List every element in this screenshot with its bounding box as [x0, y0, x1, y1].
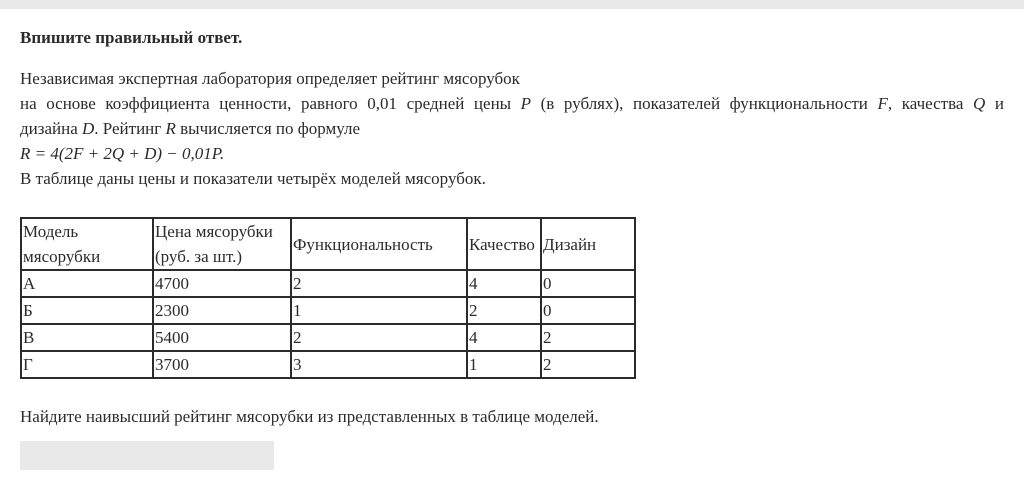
header-functionality: Функциональность — [291, 218, 467, 270]
cell-quality: 4 — [467, 270, 541, 297]
table-row — [21, 270, 635, 297]
header-model-line1: Модель — [23, 222, 79, 241]
table-row — [21, 324, 635, 351]
text-segment: вычисляется по формуле — [175, 119, 361, 138]
text-segment: на основе коэффициента ценности, равного 0,01 средней цены — [20, 94, 521, 113]
header-price-line2: (руб. за шт.) — [155, 247, 243, 266]
text-segment: , качества — [887, 94, 974, 113]
text-segment: (в рублях), показателей функциональности — [531, 94, 878, 113]
text-segment: и — [985, 94, 1004, 113]
cell-price: 3700 — [153, 351, 291, 378]
formula — [20, 141, 1004, 166]
task-content — [20, 26, 1004, 470]
cell-price: 4700 — [153, 270, 291, 297]
header-design: Дизайн — [541, 218, 635, 270]
cell-price: 2300 — [153, 297, 291, 324]
paragraph-coefficients — [20, 91, 1004, 116]
cell-design: 0 — [541, 297, 635, 324]
top-bar — [0, 0, 1024, 9]
task-heading: Впишите правильный ответ. — [20, 28, 243, 47]
variable-p: P — [520, 94, 532, 113]
paragraph-intro: Независимая экспертная лаборатория определяет рейтинг мясорубок — [20, 69, 520, 88]
models-table — [20, 217, 636, 379]
cell-design: 0 — [541, 270, 635, 297]
cell-price: 5400 — [153, 324, 291, 351]
cell-design: 2 — [541, 324, 635, 351]
cell-functionality: 2 — [291, 270, 467, 297]
cell-functionality: 3 — [291, 351, 467, 378]
task-text — [20, 66, 1004, 191]
text-segment: . Рейтинг — [94, 119, 166, 138]
cell-model: А — [21, 270, 153, 297]
variable-d: D — [82, 119, 95, 138]
cell-quality: 4 — [467, 324, 541, 351]
paragraph-design — [20, 116, 1004, 141]
header-quality: Качество — [467, 218, 541, 270]
header-model — [21, 218, 153, 270]
answer-input[interactable] — [20, 441, 274, 470]
cell-design: 2 — [541, 351, 635, 378]
cell-quality: 2 — [467, 297, 541, 324]
header-price — [153, 218, 291, 270]
question-text: Найдите наивысший рейтинг мясорубки из представленных в таблице моделей. — [20, 407, 599, 426]
table-row — [21, 297, 635, 324]
cell-model: Г — [21, 351, 153, 378]
table-header-row — [21, 218, 635, 270]
cell-model: Б — [21, 297, 153, 324]
header-model-line2: мясорубки — [23, 247, 101, 266]
text-segment: дизайна — [20, 119, 82, 138]
cell-functionality: 1 — [291, 297, 467, 324]
variable-q: Q — [973, 94, 986, 113]
cell-model: В — [21, 324, 153, 351]
paragraph-table-intro: В таблице даны цены и показатели четырёх моделей мясорубок. — [20, 169, 486, 188]
formula-text: R = 4(2F + 2Q + D) − 0,01P. — [20, 144, 225, 163]
variable-f: F — [877, 94, 888, 113]
header-price-line1: Цена мясорубки — [155, 222, 273, 241]
cell-functionality: 2 — [291, 324, 467, 351]
table-row — [21, 351, 635, 378]
cell-quality: 1 — [467, 351, 541, 378]
variable-r: R — [165, 119, 176, 138]
